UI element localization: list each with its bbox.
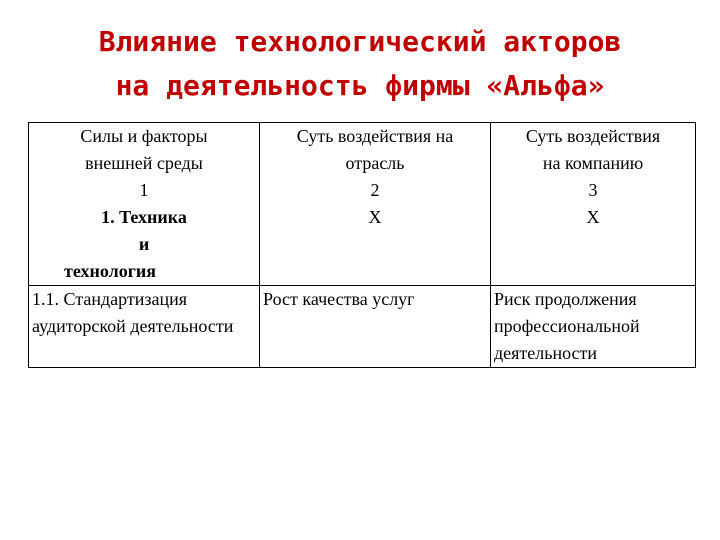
section-label-part2: и [138, 234, 150, 254]
header-cell-factors [29, 123, 260, 286]
header-line: Силы и факторы [80, 126, 208, 146]
header-number: 2 [370, 180, 380, 200]
header-cell-company [491, 123, 696, 286]
header-line: Суть воздействия на [296, 126, 454, 146]
header-number: 3 [588, 180, 598, 200]
header-line: внешней среды [85, 153, 203, 173]
section-company-value: X [586, 207, 600, 227]
section-label-part1: 1. Техника [101, 207, 187, 227]
section-label [32, 204, 256, 258]
table-row [29, 286, 696, 368]
header-line: на компанию [542, 153, 644, 173]
table-header-row [29, 123, 696, 286]
section-industry-value: X [368, 207, 382, 227]
header-line: Суть воздействия [525, 126, 661, 146]
section-label-line2: технология [64, 261, 156, 281]
title-line-1: Влияние технологический акторов [98, 25, 622, 58]
title-line-2: на деятельность фирмы «Альфа» [115, 69, 605, 102]
header-number: 1 [139, 180, 149, 200]
industry-impact-cell: Рост качества услуг [260, 286, 491, 368]
header-cell-industry [260, 123, 491, 286]
factors-table [28, 122, 696, 368]
company-impact-cell: Риск продолжения профессиональной деятельности [491, 286, 696, 368]
factor-cell: 1.1. Стандартизация аудиторской деятельности [29, 286, 260, 368]
slide-title [20, 20, 700, 108]
header-line: отрасль [345, 153, 405, 173]
